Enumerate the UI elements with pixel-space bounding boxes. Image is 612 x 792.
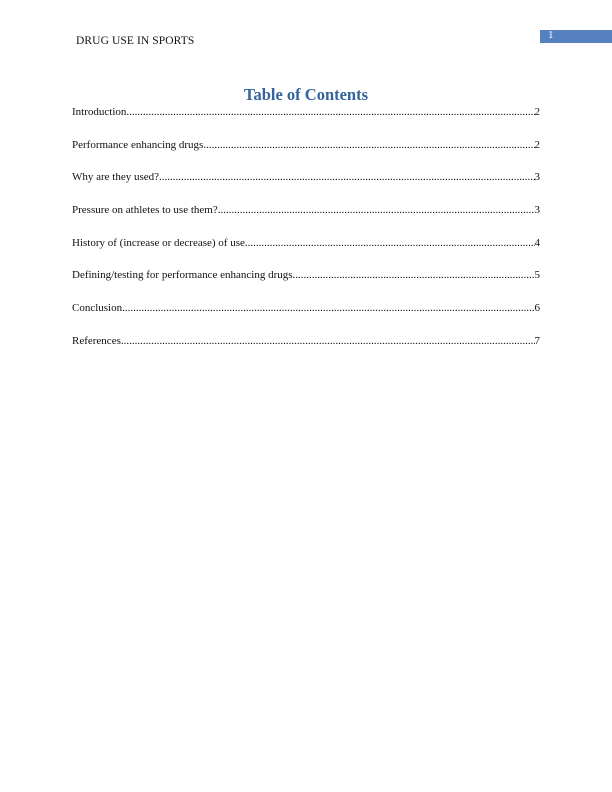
toc-entry-conclusion[interactable] (72, 300, 540, 316)
toc-entry-page: 2 (534, 106, 540, 118)
toc-entry-pressure-on-athletes[interactable] (72, 202, 540, 218)
toc-dot-leader (218, 202, 535, 218)
page-number-badge (540, 30, 612, 43)
toc-entry-introduction[interactable] (72, 104, 540, 120)
toc-entry-page: 4 (534, 236, 540, 249)
toc-entry-label: Why are they used? (72, 171, 160, 184)
toc-dot-leader (203, 137, 534, 153)
toc-dot-leader (245, 235, 535, 251)
toc-entry-references[interactable] (72, 333, 540, 349)
toc-entry-label: Defining/testing for performance enhancing drugs (72, 269, 293, 282)
toc-entry-page: 3 (534, 204, 540, 217)
toc-entry-why-used[interactable] (72, 169, 540, 185)
toc-title: Table of Contents (243, 85, 369, 104)
toc-dot-leader (159, 169, 534, 185)
running-head: DRUG USE IN SPORTS (76, 35, 195, 47)
toc-entry-page: 6 (534, 302, 540, 315)
toc-dot-leader (122, 300, 534, 316)
toc-entry-label: Pressure on athletes to use them? (72, 204, 218, 217)
toc-entry-label: Conclusion (72, 302, 123, 315)
toc-dot-leader (121, 333, 535, 349)
page-number: 1 (548, 29, 554, 41)
toc-entry-performance-enhancing-drugs[interactable] (72, 137, 540, 153)
toc-entry-label: History of (increase or decrease) of use (72, 236, 245, 249)
toc-entry-label: Performance enhancing drugs (72, 138, 204, 151)
toc-entry-page: 5 (534, 269, 540, 282)
toc-list (72, 104, 540, 366)
toc-entry-label: Introduction (72, 106, 127, 118)
toc-entry-page: 2 (534, 138, 540, 151)
toc-entry-defining-testing[interactable] (72, 267, 540, 283)
toc-dot-leader (126, 104, 534, 120)
toc-entry-history-of-use[interactable] (72, 235, 540, 251)
toc-entry-label: References (72, 334, 121, 347)
toc-entry-page: 7 (534, 334, 540, 347)
toc-dot-leader (293, 267, 535, 283)
toc-entry-page: 3 (534, 171, 540, 184)
